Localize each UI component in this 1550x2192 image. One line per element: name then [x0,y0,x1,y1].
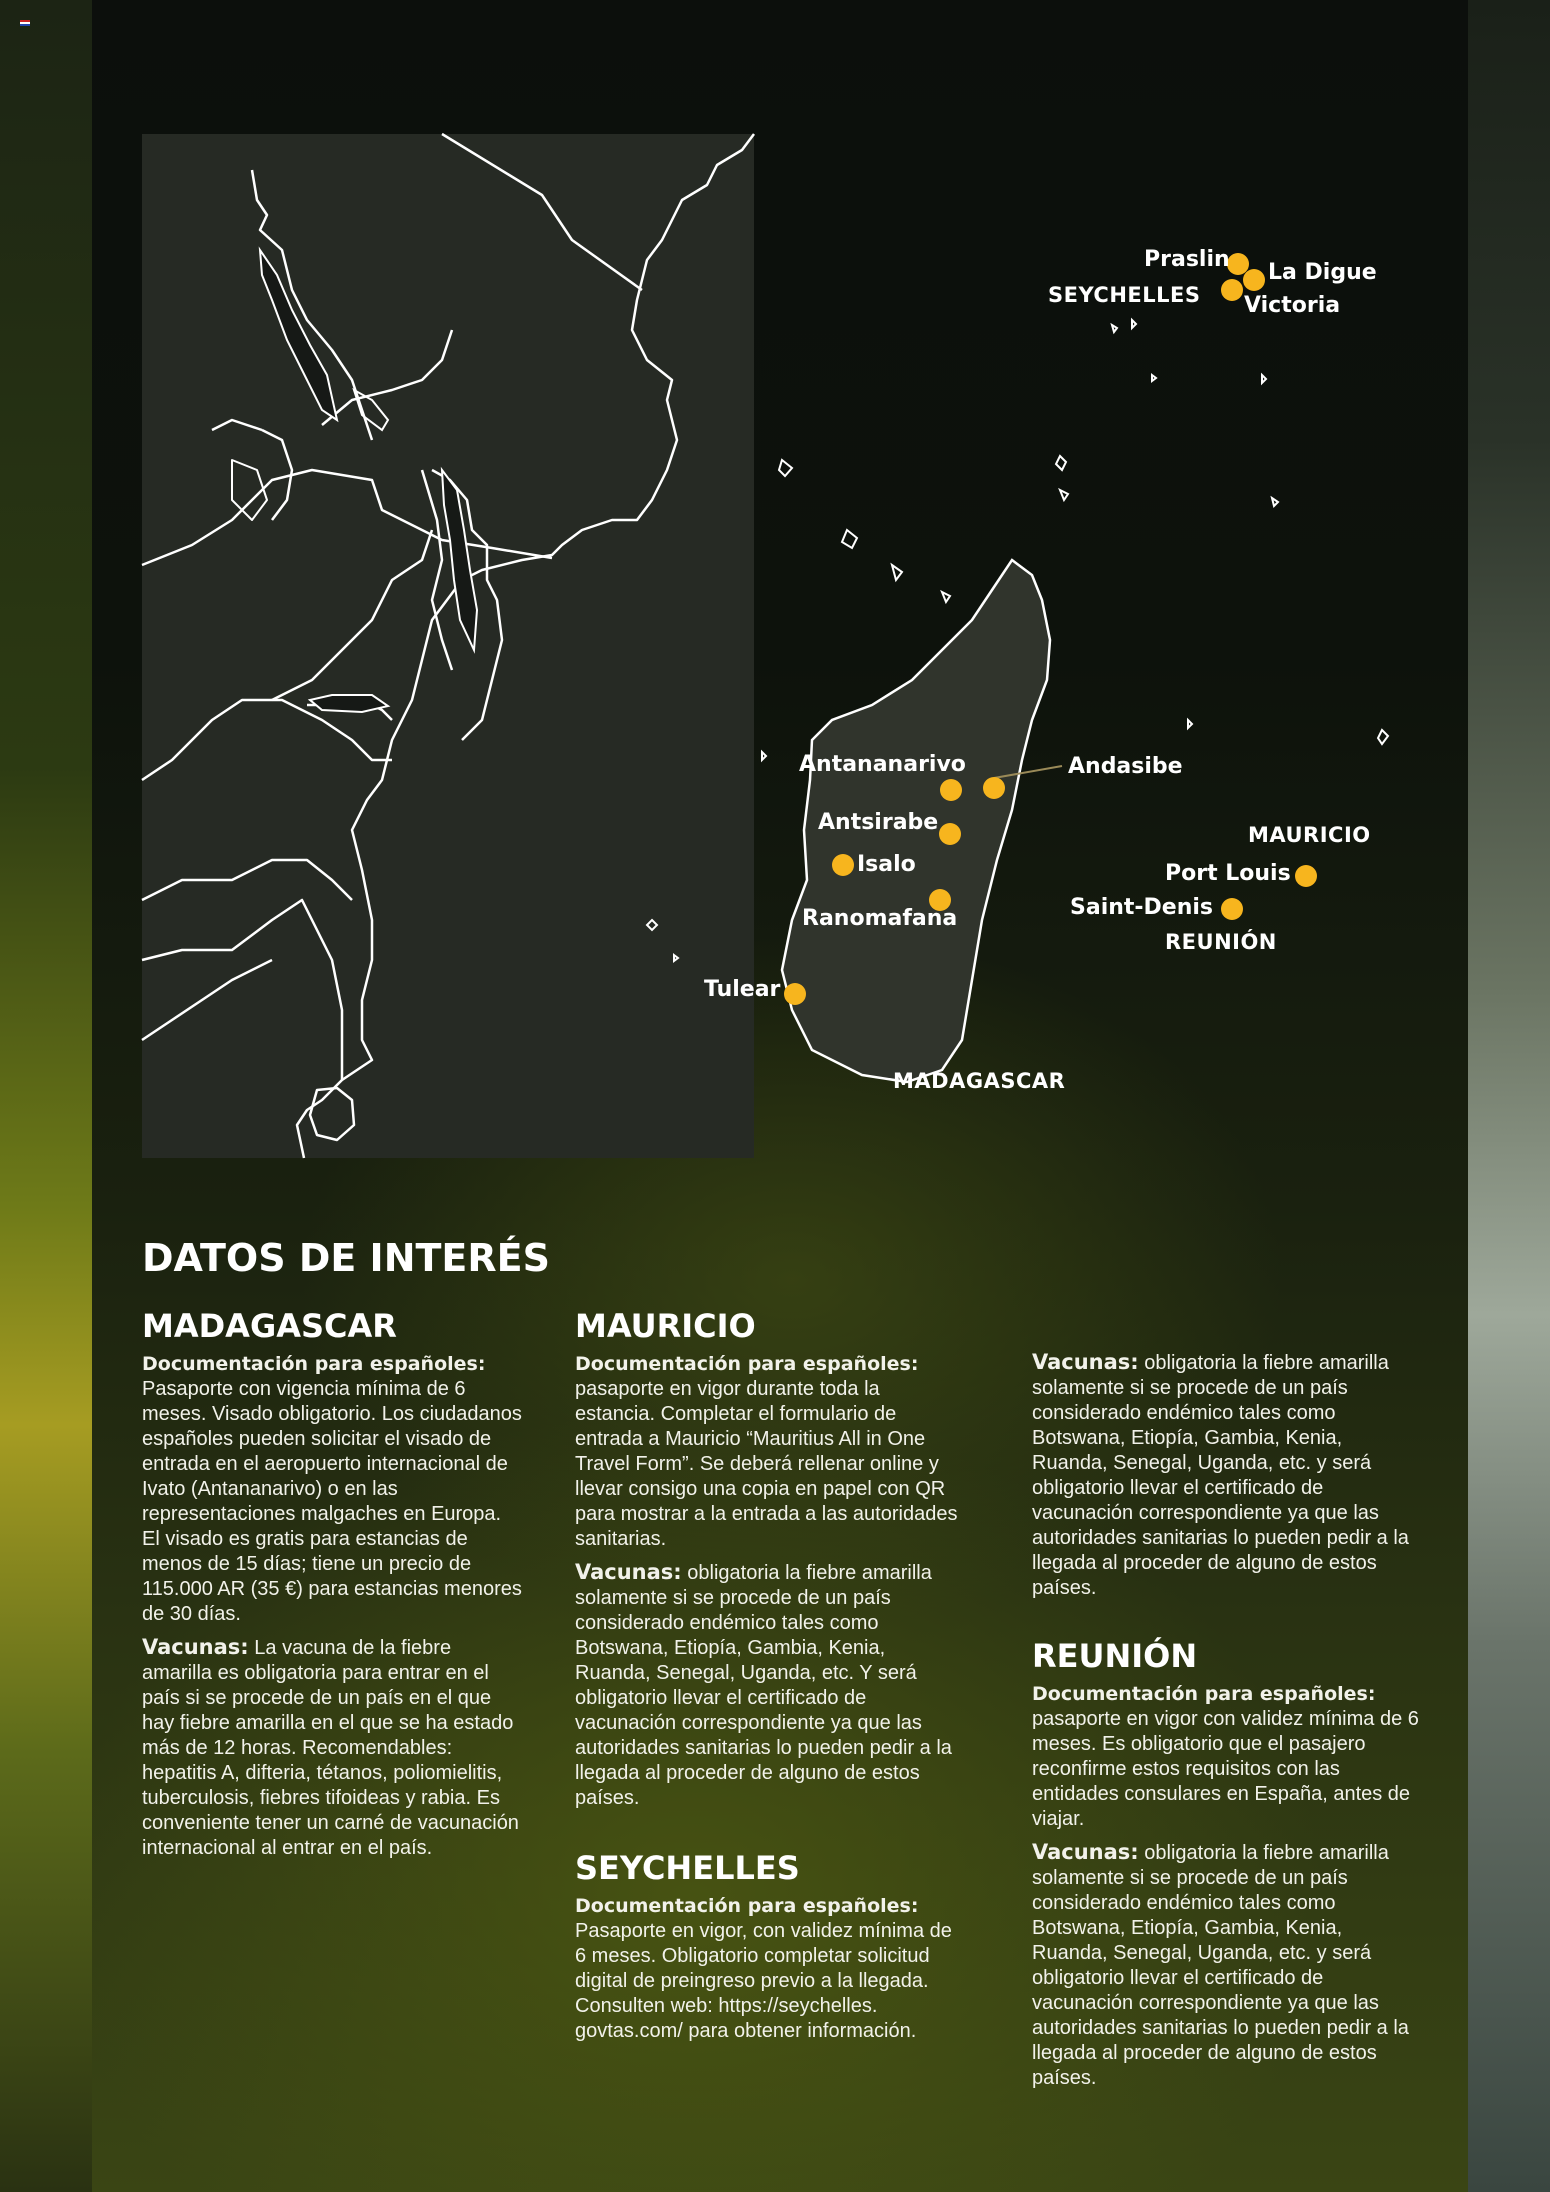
label-antsirabe: Antsirabe [818,810,939,835]
section-seychelles-vaccines [1032,1350,1422,1609]
mauricio-doc-label: Documentación para españoles: [575,1353,919,1375]
seychelles-doc-text: Pasaporte en vigor, con validez mínima de 6 meses. Obligatorio completar solicitud digital de preingreso previo a la llegada. Consulten web: https://seychelles. govtas.com/ para obtener información. [575,1920,952,2042]
label-praslin: Praslin [1144,247,1230,272]
reunion-doc-label: Documentación para españoles: [1032,1683,1376,1705]
reunion-vac-label: Vacunas: [1032,1840,1139,1864]
madagascar-documentation [142,1352,522,1627]
madagascar-doc-text: Pasaporte con vigencia mínima de 6 meses. Visado obligatorio. Los ciudadanos españoles pueden solicitar el visado de entrada en el aeropuerto internacional de Ivato (Antananarivo) o en las representaciones malgaches en Europa. El visado es gratis para estancias de menos de 15 días; tiene un precio de 115.000 AR (35 €) para estancias menores de 30 días. [142,1378,522,1625]
label-saint-denis: Saint-Denis [1070,895,1214,920]
map-borders [92,0,1468,1180]
label-mauricio: MAURICIO [1248,823,1371,847]
reunion-vac-text: obligatoria la fiebre amarilla solamente si se procede de un país considerado endémico tales como Botswana, Etiopía, Gambia, Kenia, Ruanda, Senegal, Uganda, etc. y será obligatorio llevar el certificado de vacunación correspondiente ya que las autoridades sanitarias lo pueden pedir a la llegada al proceder de alguno de estos países. [1032,1842,1409,2089]
page-title: DATOS DE INTERÉS [142,1236,550,1280]
seychelles-vac-label: Vacunas: [1032,1350,1139,1374]
marker-antsirabe [939,823,961,845]
heading-mauricio: MAURICIO [575,1307,756,1345]
marker-praslin [1227,253,1249,275]
madagascar-vaccines [142,1635,522,1861]
label-port-louis: Port Louis [1165,861,1291,886]
heading-madagascar: MADAGASCAR [142,1307,397,1345]
label-madagascar: MADAGASCAR [893,1069,1066,1093]
madagascar-vac-text: La vacuna de la fiebre amarilla es obligatoria para entrar en el país si se procede de un país en el que hay fiebre amarilla en el que se ha estado más de 12 horas. Recomendables: hepatitis A, difteria, tétanos, poliomielitis, tuberculosis, fiebres tifoideas y rabia. Es conveniente tener un carné de vacunación internacional al entrar en el país. [142,1637,519,1859]
mauricio-vaccines [575,1560,965,1811]
reunion-vaccines [1032,1840,1422,2091]
label-isalo: Isalo [857,852,916,877]
label-seychelles: SEYCHELLES [1048,283,1201,307]
section-madagascar [142,1306,522,1869]
marker-port-louis [1295,865,1317,887]
label-antananarivo: Antananarivo [799,752,966,777]
label-victoria: Victoria [1244,293,1341,318]
madagascar-doc-label: Documentación para españoles: [142,1353,486,1375]
language-flag-icon[interactable] [20,20,30,26]
mauricio-doc-text: pasaporte en vigor durante toda la estancia. Completar el formulario de entrada a Mauricio “Mauritius All in One Travel Form”. Se deberá rellenar online y llevar consigo una copia en papel con QR para mostrar a la entrada a las autoridades sanitarias. [575,1378,958,1550]
marker-saint-denis [1221,898,1243,920]
region-map [92,0,1468,1180]
marker-victoria [1221,279,1243,301]
seychelles-vac-text: obligatoria la fiebre amarilla solamente si se procede de un país considerado endémico tales como Botswana, Etiopía, Gambia, Kenia, Ruanda, Senegal, Uganda, etc. y será obligatorio llevar el certificado de vacunación correspondiente ya que las autoridades sanitarias lo pueden pedir a la llegada al proceder de alguno de estos países. [1032,1352,1409,1599]
background-left-edge [0,0,92,2192]
marker-antananarivo [940,779,962,801]
page [92,0,1468,2192]
mauricio-vac-label: Vacunas: [575,1560,682,1584]
seychelles-vaccines [1032,1350,1422,1601]
seychelles-documentation [575,1894,965,2044]
background-right-edge [1468,0,1550,2192]
mauricio-documentation [575,1352,965,1552]
label-reunion: REUNIÓN [1165,930,1277,954]
section-seychelles [575,1848,965,2052]
section-mauricio [575,1306,965,1819]
reunion-doc-text: pasaporte en vigor con validez mínima de 6 meses. Es obligatorio que el pasajero reconfirme estos requisitos con las entidades consulares en España, antes de viajar. [1032,1708,1419,1830]
label-la-digue: La Digue [1268,260,1377,285]
reunion-documentation [1032,1682,1422,1832]
label-andasibe: Andasibe [1068,754,1183,779]
marker-andasibe [983,777,1005,799]
label-tulear: Tulear [704,977,781,1002]
seychelles-doc-label: Documentación para españoles: [575,1895,919,1917]
heading-seychelles: SEYCHELLES [575,1849,800,1887]
section-reunion [1032,1636,1422,2099]
label-ranomafana: Ranomafana [802,906,958,931]
heading-reunion: REUNIÓN [1032,1637,1198,1675]
marker-la-digue [1243,269,1265,291]
marker-tulear [784,983,806,1005]
mauricio-vac-text: obligatoria la fiebre amarilla solamente si se procede de un país considerado endémico tales como Botswana, Etiopía, Gambia, Kenia, Ruanda, Senegal, Uganda, etc. Y será obligatorio llevar el certificado de vacunación correspondiente ya que las autoridades sanitarias lo pueden pedir a la llegada al proceder de alguno de estos países. [575,1562,952,1809]
marker-isalo [832,854,854,876]
madagascar-vac-label: Vacunas: [142,1635,249,1659]
